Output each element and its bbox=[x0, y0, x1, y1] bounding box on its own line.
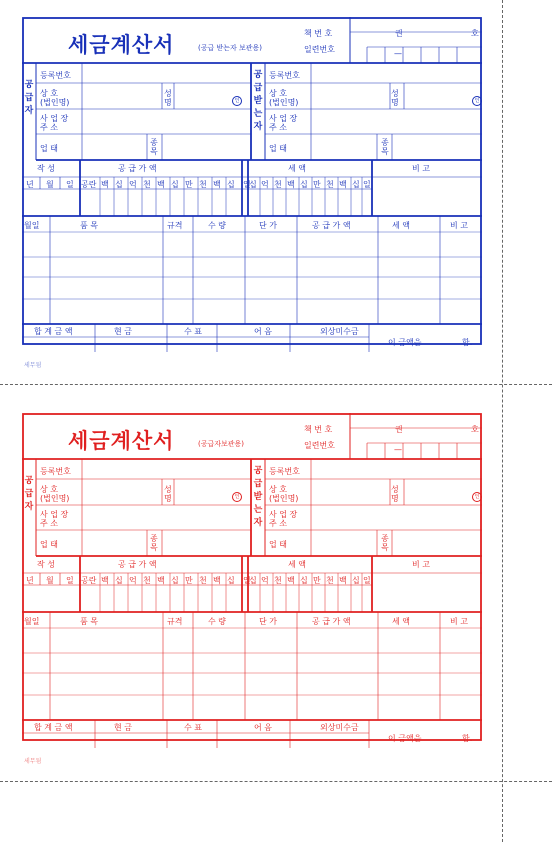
date-col-2: 일 bbox=[66, 576, 74, 585]
receiver-address-label: 사 업 장 주 소 bbox=[269, 510, 298, 528]
receiver-business-item-label: 종 목 bbox=[381, 534, 389, 552]
total-header-2: 수 표 bbox=[184, 327, 202, 336]
tax-invoice-supplier-copy bbox=[22, 413, 482, 765]
supply-digit-6: 십 bbox=[171, 180, 179, 189]
tax-amount-label: 세 액 bbox=[288, 560, 306, 569]
tax-digit-3: 백 bbox=[287, 180, 295, 189]
tax-digit-8: 십 bbox=[352, 180, 360, 189]
item-header-3: 수 량 bbox=[208, 617, 226, 626]
receipt-text: 이 금액을 bbox=[388, 338, 422, 347]
tax-digit-6: 천 bbox=[326, 180, 334, 189]
receipt-end: 함. bbox=[462, 734, 473, 743]
total-header-0: 합 계 금 액 bbox=[34, 723, 73, 732]
tax-digit-3: 백 bbox=[287, 576, 295, 585]
item-header-1: 품 목 bbox=[80, 221, 98, 230]
supply-digit-5: 백 bbox=[157, 576, 165, 585]
supply-digit-3: 억 bbox=[129, 576, 137, 585]
supplier-seal-icon: 인 bbox=[232, 492, 242, 502]
receiver-rep-name-label: 성 명 bbox=[391, 89, 399, 107]
horizontal-cut-line bbox=[0, 781, 552, 782]
remarks-label: 비 고 bbox=[412, 164, 430, 173]
tax-digit-2: 천 bbox=[274, 180, 282, 189]
receiver-company-name-label: 상 호 (법인명) bbox=[269, 485, 299, 503]
receiver-side-label: 공 급 받 는 자 bbox=[253, 466, 263, 528]
receiver-business-item-label: 종 목 bbox=[381, 138, 389, 156]
total-header-3: 어 음 bbox=[254, 723, 272, 732]
receiver-business-type-label: 업 태 bbox=[269, 540, 287, 549]
receiver-seal-icon: 인 bbox=[472, 96, 482, 106]
supply-digit-9: 백 bbox=[213, 576, 221, 585]
item-header-1: 품 목 bbox=[80, 617, 98, 626]
tax-office-stamp: 세무됨 bbox=[24, 362, 42, 369]
remarks-label: 비 고 bbox=[412, 560, 430, 569]
total-header-1: 현 금 bbox=[114, 327, 132, 336]
kwon-label: 권 bbox=[395, 425, 403, 434]
date-col-0: 년 bbox=[26, 576, 34, 585]
receiver-seal-icon: 인 bbox=[472, 492, 482, 502]
supplier-company-name-label: 상 호 (법인명) bbox=[40, 89, 70, 107]
supply-amount-label: 공 급 가 액 bbox=[118, 164, 157, 173]
supply-digit-8: 천 bbox=[199, 180, 207, 189]
receiver-reg-no-label: 등록번호 bbox=[269, 467, 300, 476]
tax-digit-1: 억 bbox=[261, 180, 269, 189]
serial-dash: — bbox=[394, 445, 402, 454]
tax-digit-1: 억 bbox=[261, 576, 269, 585]
supplier-address-label: 사 업 장 주 소 bbox=[40, 510, 69, 528]
tax-digit-0: 십 bbox=[249, 180, 257, 189]
supply-digit-4: 천 bbox=[143, 576, 151, 585]
supply-digit-7: 만 bbox=[185, 576, 193, 585]
receiver-address-label: 사 업 장 주 소 bbox=[269, 114, 298, 132]
tax-digit-8: 십 bbox=[352, 576, 360, 585]
supply-digit-2: 십 bbox=[115, 576, 123, 585]
tax-digit-6: 천 bbox=[326, 576, 334, 585]
serial-number-label: 일련번호 bbox=[304, 45, 335, 54]
supplier-seal-icon: 인 bbox=[232, 96, 242, 106]
supplier-side-label: 공 급 자 bbox=[24, 80, 34, 116]
date-col-0: 년 bbox=[26, 180, 34, 189]
item-header-2: 규격 bbox=[167, 221, 183, 230]
receiver-business-type-label: 업 태 bbox=[269, 144, 287, 153]
ho-label: 호 bbox=[471, 29, 479, 38]
date-col-1: 월 bbox=[46, 180, 54, 189]
supplier-rep-name-label: 성 명 bbox=[164, 89, 172, 107]
tax-digit-5: 만 bbox=[313, 180, 321, 189]
supply-digit-9: 백 bbox=[213, 180, 221, 189]
tax-digit-2: 천 bbox=[274, 576, 282, 585]
total-header-1: 현 금 bbox=[114, 723, 132, 732]
supplier-business-item-label: 종 목 bbox=[150, 534, 158, 552]
item-header-6: 세 액 bbox=[392, 221, 410, 230]
item-header-5: 공 급 가 액 bbox=[312, 221, 351, 230]
item-header-0: 월일 bbox=[24, 221, 40, 230]
kwon-label: 권 bbox=[395, 29, 403, 38]
supplier-reg-no-label: 등록번호 bbox=[40, 467, 71, 476]
tax-amount-label: 세 액 bbox=[288, 164, 306, 173]
tax-digit-4: 십 bbox=[300, 576, 308, 585]
item-header-7: 비 고 bbox=[450, 221, 468, 230]
invoice-title: 세금계산서 bbox=[68, 33, 175, 57]
date-col-1: 월 bbox=[46, 576, 54, 585]
receiver-rep-name-label: 성 명 bbox=[391, 485, 399, 503]
date-col-2: 일 bbox=[66, 180, 74, 189]
supply-digit-2: 십 bbox=[115, 180, 123, 189]
supplier-business-item-label: 종 목 bbox=[150, 138, 158, 156]
item-header-4: 단 가 bbox=[259, 617, 277, 626]
supply-digit-6: 십 bbox=[171, 576, 179, 585]
written-date-label: 작 성 bbox=[37, 560, 55, 569]
supply-digit-0: 공란 bbox=[81, 576, 97, 585]
invoice-subtitle: (공급 받는자 보관용) bbox=[198, 44, 263, 52]
item-header-3: 수 량 bbox=[208, 221, 226, 230]
receipt-end: 함. bbox=[462, 338, 473, 347]
receiver-company-name-label: 상 호 (법인명) bbox=[269, 89, 299, 107]
supply-digit-10: 십 bbox=[227, 180, 235, 189]
total-header-4: 외상미수금 bbox=[320, 723, 359, 732]
tax-office-stamp: 세무됨 bbox=[24, 758, 42, 765]
book-number-label: 책 번 호 bbox=[304, 425, 333, 434]
supply-digit-1: 백 bbox=[101, 180, 109, 189]
tax-digit-4: 십 bbox=[300, 180, 308, 189]
tax-digit-0: 십 bbox=[249, 576, 257, 585]
invoice-title: 세금계산서 bbox=[68, 429, 175, 453]
tax-digit-5: 만 bbox=[313, 576, 321, 585]
supply-digit-8: 천 bbox=[199, 576, 207, 585]
item-header-2: 규격 bbox=[167, 617, 183, 626]
supplier-company-name-label: 상 호 (법인명) bbox=[40, 485, 70, 503]
supply-digit-10: 십 bbox=[227, 576, 235, 585]
item-header-7: 비 고 bbox=[450, 617, 468, 626]
total-header-0: 합 계 금 액 bbox=[34, 327, 73, 336]
supply-digit-11: 일 bbox=[243, 576, 251, 585]
supplier-reg-no-label: 등록번호 bbox=[40, 71, 71, 80]
supply-digit-4: 천 bbox=[143, 180, 151, 189]
total-header-3: 어 음 bbox=[254, 327, 272, 336]
written-date-label: 작 성 bbox=[37, 164, 55, 173]
receiver-reg-no-label: 등록번호 bbox=[269, 71, 300, 80]
supply-digit-7: 만 bbox=[185, 180, 193, 189]
tax-digit-7: 백 bbox=[339, 576, 347, 585]
total-header-4: 외상미수금 bbox=[320, 327, 359, 336]
supplier-business-type-label: 업 태 bbox=[40, 144, 58, 153]
item-header-4: 단 가 bbox=[259, 221, 277, 230]
supply-digit-11: 일 bbox=[243, 180, 251, 189]
horizontal-cut-line bbox=[0, 384, 552, 385]
tax-invoice-buyer-copy bbox=[22, 17, 482, 369]
book-number-label: 책 번 호 bbox=[304, 29, 333, 38]
supplier-side-label: 공 급 자 bbox=[24, 476, 34, 512]
supply-digit-0: 공란 bbox=[81, 180, 97, 189]
invoice-subtitle: (공급자보관용) bbox=[198, 440, 245, 448]
serial-dash: — bbox=[394, 49, 402, 58]
serial-number-label: 일련번호 bbox=[304, 441, 335, 450]
receipt-text: 이 금액을 bbox=[388, 734, 422, 743]
total-header-2: 수 표 bbox=[184, 723, 202, 732]
supply-digit-5: 백 bbox=[157, 180, 165, 189]
vertical-cut-line bbox=[502, 0, 503, 842]
supplier-rep-name-label: 성 명 bbox=[164, 485, 172, 503]
supplier-business-type-label: 업 태 bbox=[40, 540, 58, 549]
supply-digit-3: 억 bbox=[129, 180, 137, 189]
item-header-0: 월일 bbox=[24, 617, 40, 626]
item-header-6: 세 액 bbox=[392, 617, 410, 626]
tax-digit-9: 일 bbox=[363, 180, 371, 189]
supply-digit-1: 백 bbox=[101, 576, 109, 585]
tax-digit-9: 일 bbox=[363, 576, 371, 585]
item-header-5: 공 급 가 액 bbox=[312, 617, 351, 626]
receiver-side-label: 공 급 받 는 자 bbox=[253, 70, 263, 132]
supply-amount-label: 공 급 가 액 bbox=[118, 560, 157, 569]
tax-digit-7: 백 bbox=[339, 180, 347, 189]
supplier-address-label: 사 업 장 주 소 bbox=[40, 114, 69, 132]
ho-label: 호 bbox=[471, 425, 479, 434]
